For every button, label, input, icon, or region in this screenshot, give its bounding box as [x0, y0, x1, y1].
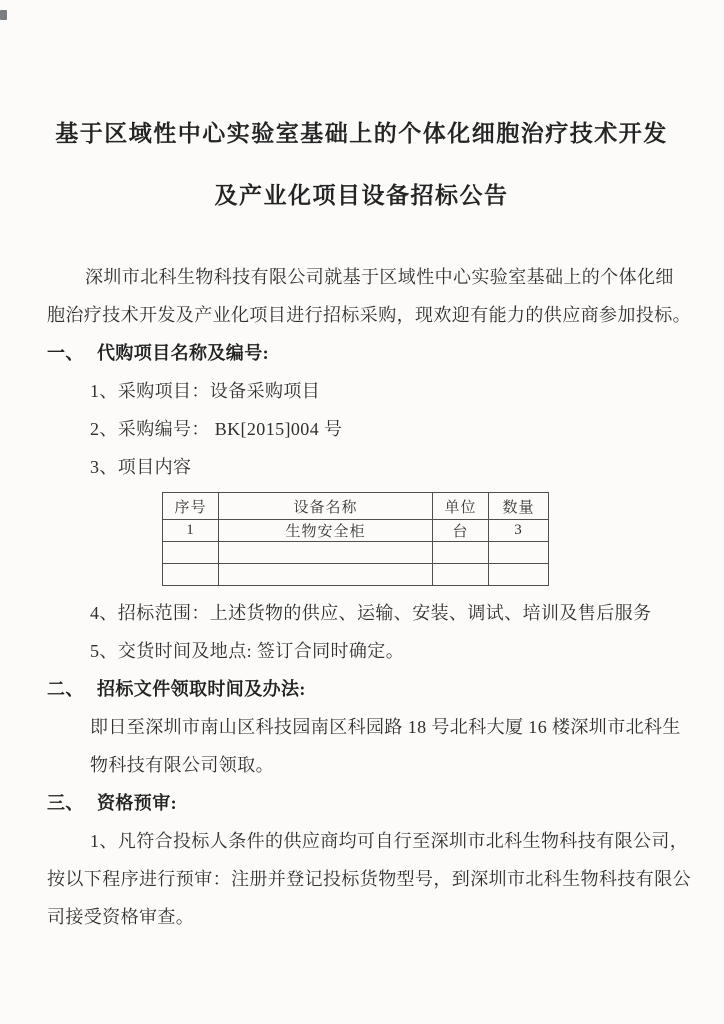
section-2-heading-text: 招标文件领取时间及办法:	[97, 679, 306, 699]
table-header-cell-unit: 单位	[433, 493, 489, 520]
table-row	[163, 564, 549, 586]
section-3-body-line: 司接受资格审查。	[47, 907, 195, 927]
table-header-cell-quantity: 数量	[489, 493, 549, 520]
section-2-heading	[47, 670, 676, 708]
scan-artifact-mark	[0, 10, 7, 20]
section-1-heading	[47, 334, 676, 372]
intro-line: 胞治疗技术开发及产业化项目进行招标采购，现欢迎有能力的供应商参加投标。	[47, 305, 691, 325]
equipment-table	[162, 492, 549, 586]
table-cell-unit: 台	[433, 520, 489, 542]
table-cell-equipment-name	[219, 564, 433, 586]
document-title-line-2: 及产业化项目设备招标公告	[214, 183, 509, 208]
document-title-line-1: 基于区域性中心实验室基础上的个体化细胞治疗技术开发	[55, 121, 668, 146]
table-header-cell-index: 序号	[163, 493, 219, 520]
list-item-1: 1、采购项目：设备采购项目	[90, 381, 321, 401]
table-header-row	[163, 493, 549, 520]
section-2-body-line: 即日至深圳市南山区科技园南区科园路 18 号北科大厦 16 楼深圳市北科生	[90, 717, 681, 737]
table-cell-index: 1	[163, 520, 219, 542]
section-2-body-line: 物科技有限公司领取。	[90, 755, 274, 775]
section-3-number: 三、	[47, 793, 84, 813]
table-cell-unit	[433, 564, 489, 586]
table-row	[163, 542, 549, 564]
table-cell-quantity	[489, 542, 549, 564]
table-cell-equipment-name	[219, 542, 433, 564]
section-2-number: 二、	[47, 679, 84, 699]
list-item-2: 2、采购编号： BK[2015]004 号	[90, 419, 343, 439]
section-1-number: 一、	[47, 343, 84, 363]
section-1-heading-text: 代购项目名称及编号:	[97, 343, 269, 363]
intro-line: 深圳市北科生物科技有限公司就基于区域性中心实验室基础上的个体化细	[85, 267, 674, 287]
table-cell-quantity: 3	[489, 520, 549, 542]
list-item-3: 3、项目内容	[90, 457, 192, 477]
section-3-heading	[47, 784, 676, 822]
section-3-body-line: 按以下程序进行预审：注册并登记投标货物型号，到深圳市北科生物科技有限公	[47, 869, 691, 889]
table-cell-quantity	[489, 564, 549, 586]
table-cell-index	[163, 542, 219, 564]
table-row	[163, 520, 549, 542]
table-header-cell-equipment-name: 设备名称	[219, 493, 433, 520]
section-3-heading-text: 资格预审:	[97, 793, 177, 813]
intro-paragraph	[47, 258, 691, 334]
table-cell-index	[163, 564, 219, 586]
list-item-4: 4、招标范围：上述货物的供应、运输、安装、调试、培训及售后服务	[90, 603, 652, 623]
section-3-body-line: 1、凡符合投标人条件的供应商均可自行至深圳市北科生物科技有限公司，	[90, 831, 689, 851]
list-item-5: 5、交货时间及地点: 签订合同时确定。	[90, 641, 405, 661]
table-cell-unit	[433, 542, 489, 564]
table-cell-equipment-name: 生物安全柜	[219, 520, 433, 542]
